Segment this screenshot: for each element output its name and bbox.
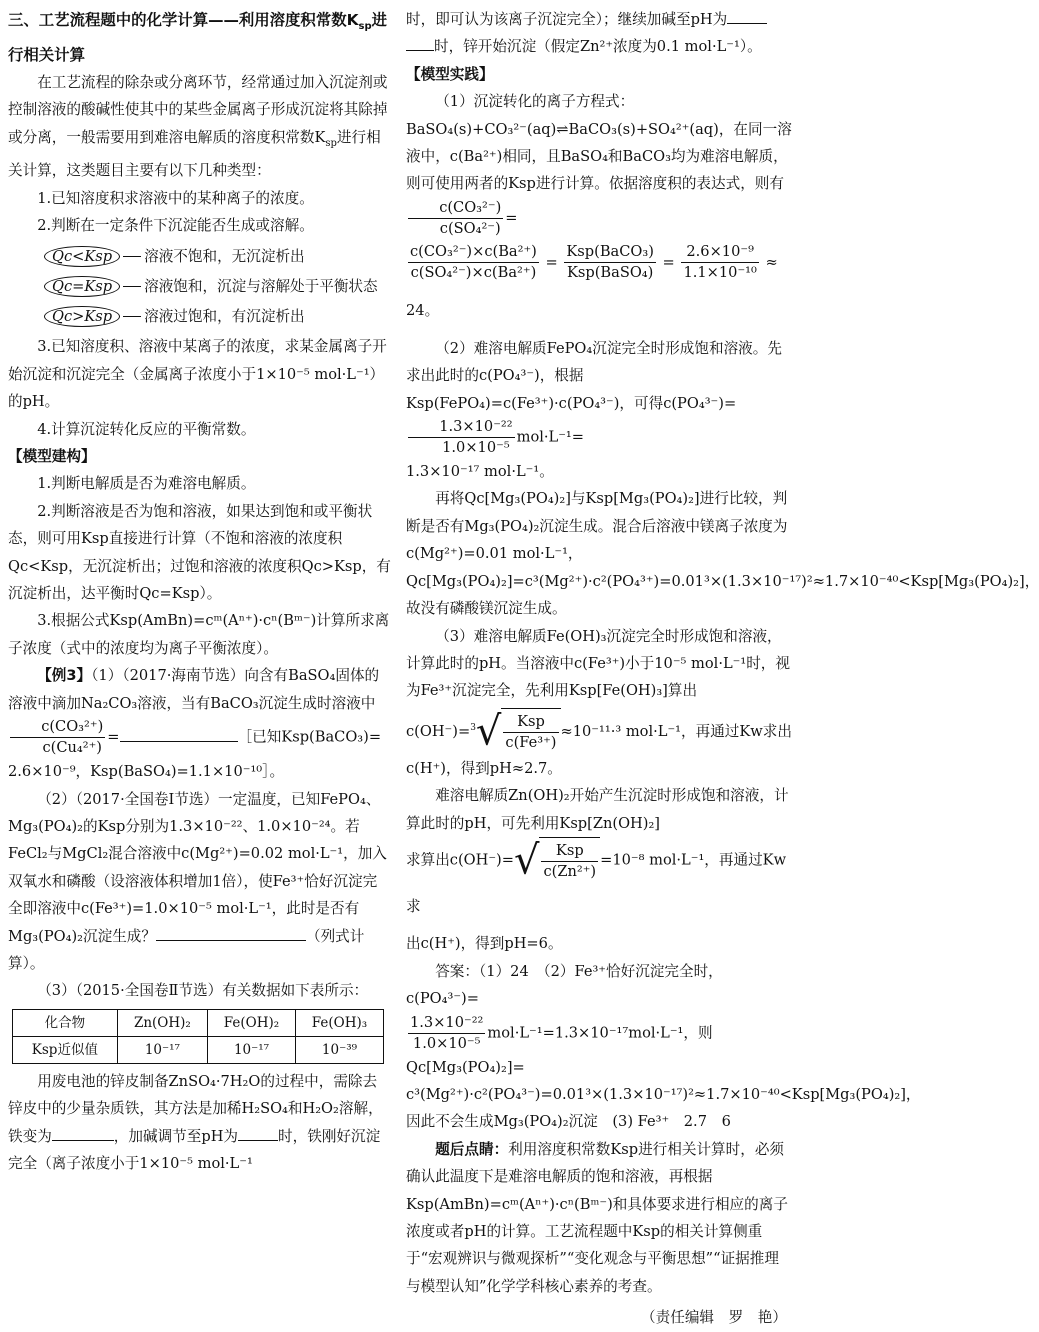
table-header-cell: Fe(OH)₂ (208, 1009, 296, 1036)
example-3-part-3: （3）（2015·全国卷Ⅱ节选）有关数据如下表所示： (37, 982, 369, 1000)
model-build-3: 3.根据公式Ksp(AmBn)=cᵐ(Aⁿ⁺)·cⁿ(Bᵐ⁻)计算所求离子浓度（式中的浓度均为离子平衡浓度）。 (8, 612, 390, 657)
connector-line (123, 256, 141, 257)
equation-fraction-b: $\frac{\text{Ksp(BaCO₃)}}{\text{Ksp(BaSO₄)}}$ (566, 243, 654, 282)
oval-desc-greater: 溶液过饱和，有沉淀析出 (144, 307, 305, 325)
equation-fraction-c: $\frac{\text{2.6×10⁻⁹}}{\text{1.1×10⁻¹⁰}}$ (683, 243, 757, 282)
table-cell: 10⁻¹⁷ (117, 1036, 207, 1063)
example-3-tag: 【例3】 (37, 667, 92, 685)
type-3: 3.已知溶度积、溶液中某离子的浓度，求某金属离子开始沉淀和沉淀完全（金属离子浓度小于1×10⁻⁵ mol·L⁻¹）的pH。 (8, 338, 387, 411)
table-header-cell: Fe(OH)₃ (296, 1009, 384, 1036)
example-3-part-4: 用废电池的锌皮制备ZnSO₄·7H₂O的过程中，需除去锌皮中的少量杂质铁，其方法是加稀H₂SO₄和H₂O₂溶解，铁变为 ，加碱调节至pH为 时，铁刚好沉淀完全（离子浓度小于1×10⁻⁵ mol·L⁻¹ (8, 1072, 383, 1172)
oval-desc-equal: 溶液饱和，沉淀与溶解处于平衡状态 (144, 277, 378, 295)
ksp-table (12, 1009, 384, 1064)
answer-blank-2 (156, 924, 306, 941)
practice-1: （1）沉淀转化的离子方程式：BaSO₄(s)+CO₃²⁻(aq)⇌BaCO₃(s)+SO₄²⁺(aq)，在同一溶液中，c(Ba²⁺)相同，且BaSO₄和BaCO₃均为难溶电解质，则可使用两者的Ksp进行计算。依据溶度积的表达式，则有 $\frac{\text{c(CO₃²⁻)}}{\text{c(SO₄²⁻)}}$ = (406, 93, 792, 237)
practice-1-equation: $\frac{\text{c(CO₃²⁻)×c(Ba²⁺)}}{\text{c(SO₄²⁻)×c(Ba²⁺)}}$ = $\frac{\text{Ksp(BaCO₃)}}{\text{Ksp(BaSO₄)}}$ = $\frac{\text{2.6×10⁻⁹}}{\text{1.1×10⁻¹⁰}}$ ≈ 24。 (406, 243, 778, 319)
example-3-part-2: （2）（2017·全国卷Ⅰ节选）一定温度，已知FePO₄、Mg₃(PO₄)₂的Ksp分别为1.3×10⁻²²、1.0×10⁻²⁴。若FeCl₂与MgCl₂混合溶液中c(Mg²⁺)=0.02 mol·L⁻¹，加入双氧水和磷酸（设溶液体积增加1倍），使Fe³⁺恰好沉淀完全即溶液中c(Fe³⁺)=1.0×10⁻⁵ mol·L⁻¹，此时是否有Mg₃(PO₄)₂沉淀生成？ （列式计算）。 (8, 790, 387, 972)
oval-qc-less: Qc<Ksp (44, 246, 120, 267)
cube-root: √ $\frac{\text{Ksp}}{\text{c(Fe³⁺)}}$ (476, 708, 561, 755)
connector-line (123, 316, 141, 317)
section-title: 三、工艺流程题中的化学计算——利用溶度积常数$K_{sp}$进行相关计算 (8, 11, 388, 65)
practice-3-zn-root: 求算出c(OH⁻)=√ $\frac{\text{Ksp}}{\text{c(Zn²⁺)}}$ =10⁻⁸ mol·L⁻¹，再通过Kw求 (406, 837, 787, 916)
answer-fraction: $\frac{\text{1.3×10⁻²²}}{\text{1.0×10⁻⁵}}$ (410, 1013, 484, 1052)
example-3-part-1: 【例3】（1）（2017·海南节选）向含有BaSO₄固体的溶液中滴加Na₂CO₃溶液，当有BaCO₃沉淀生成时溶液中 $\frac{\text{c(CO₃²⁺)}}{\text{c(Cu₄²⁺)}}$ = ［已知Ksp(BaCO₃)= (8, 667, 382, 757)
right-column (406, 6, 1039, 1332)
answer-label: 答案： (435, 962, 479, 980)
connector-line (123, 286, 141, 287)
table-row-label: Ksp近似值 (13, 1036, 118, 1063)
table-cell: 10⁻³⁹ (296, 1036, 384, 1063)
example-3-fraction: $\frac{\text{c(CO₃²⁺)}}{\text{c(Cu₄²⁺)}}$ (10, 717, 105, 758)
practice-2: （2）难溶电解质FePO₄沉淀完全时形成饱和溶液。先求出此时的c(PO₄³⁻)，根据Ksp(FePO₄)=c(Fe³⁺)·c(PO₄³⁻)，可得c(PO₄³⁻)= $\frac{\text{1.3×10⁻²²}}{\text{1.0×10⁻⁵}}$ mol·L⁻¹= (406, 339, 782, 457)
model-build-2: 2.判断溶液是否为饱和溶液，如果达到饱和或平衡状态，则可用Ksp直接进行计算（不饱和溶液的浓度积Qc<Ksp，无沉淀析出；过饱和溶液的浓度积Qc>Ksp，有沉淀析出，达平衡时Qc=Ksp）。 (8, 502, 391, 603)
answer-blank-1 (120, 725, 238, 742)
model-practice-title: 【模型实践】 (406, 65, 494, 83)
practice-3-ph: c(H⁺)，得到pH≈2.7。 (406, 760, 562, 778)
oval-row-greater (44, 301, 391, 331)
answer-blank-6 (406, 34, 434, 51)
table-header-cell: 化合物 (13, 1009, 118, 1036)
continuation-1: 时，即可认为该离子沉淀完全）；继续加碱至pH为 (406, 6, 793, 33)
oval-qc-greater: Qc>Ksp (44, 306, 120, 327)
answer-conclusion: c³(Mg²⁺)·c²(PO₄³⁻)=0.01³×(1.3×10⁻¹⁷)²≈1.7×10⁻⁴⁰<Ksp[Mg₃(PO₄)₂]，因此不会生成Mg₃(PO₄)₂沉淀 (3) Fe³⁺ 2.7 6 (406, 1085, 921, 1131)
type-4: 4.计算沉淀转化反应的平衡常数。 (37, 420, 256, 438)
example-3-given: 2.6×10⁻⁹，Ksp(BaSO₄)=1.1×10⁻¹⁰］。 (8, 763, 285, 781)
answer-blank-4 (238, 1124, 278, 1141)
tip-paragraph: 题后点睛：利用溶度积常数Ksp进行相关计算时，必须确认此温度下是难溶电解质的饱和溶液，再根据Ksp(AmBn)=cᵐ(Aⁿ⁺)·cⁿ(Bᵐ⁻)和具体要求进行相应的离子浓度或者pH的计算。工艺流程题中Ksp的相关计算侧重于“宏观辨识与微观探析”“变化观念与平衡思想”“证据推理与模型认知”化学学科核心素养的考查。 (406, 1140, 788, 1295)
oval-desc-less: 溶液不饱和，无沉淀析出 (144, 247, 305, 265)
practice-1-fraction: $\frac{\text{c(CO₃²⁻)}}{\text{c(SO₄²⁻)}}$ (408, 198, 503, 239)
tip-label: 题后点睛： (435, 1140, 509, 1158)
left-column (8, 6, 391, 1177)
type-2: 2.判断在一定条件下沉淀能否生成或溶解。 (37, 217, 314, 235)
oval-row-equal (44, 271, 391, 301)
editor-signature: （责任编辑 罗 艳） (641, 1309, 787, 1327)
oval-row-less (44, 241, 391, 271)
answer-block: 答案：（1）24 （2）Fe³⁺恰好沉淀完全时，c(PO₄³⁻)= (406, 962, 723, 1008)
practice-2-compare: 再将Qc[Mg₃(PO₄)₂]与Ksp[Mg₃(PO₄)₂]进行比较，判断是否有Mg₃(PO₄)₂沉淀生成。混合后溶液中镁离子浓度为c(Mg²⁺)=0.01 mol·L⁻¹，Qc[Mg₃(PO₄)₂]=c³(Mg²⁺)·c²(PO₄³⁺)=0.01³×(1.3×10⁻¹⁷)²≈1.7×10⁻⁴⁰<Ksp[Mg₃(PO₄)₂]，故没有磷酸镁沉淀生成。 (406, 490, 1039, 618)
square-root: √ $\frac{\text{Ksp}}{\text{c(Zn²⁺)}}$ (514, 837, 600, 884)
qc-ksp-diagram (44, 241, 391, 331)
intro-paragraph: 在工艺流程的除杂或分离环节，经常通过加入沉淀剂或控制溶液的酸碱性使其中的某些金属离子形成沉淀将其除掉或分离，一般需要用到难溶电解质的溶度积常数$K_{sp}$进行相关计算，这类题目主要有以下几种类型： (8, 74, 388, 180)
answer-blank-3 (52, 1124, 114, 1141)
equation-fraction-a: $\frac{\text{c(CO₃²⁻)×c(Ba²⁺)}}{\text{c(SO₄²⁻)×c(Ba²⁺)}}$ (410, 243, 537, 282)
table-header-row (13, 1009, 384, 1036)
practice-3-root: c(OH⁻)=$^3$√ $\frac{\text{Ksp}}{\text{c(Fe³⁺)}}$ ≈10⁻¹¹·³ mol·L⁻¹，再通过Kw求出 (406, 708, 792, 755)
table-header-cell: Zn(OH)₂ (117, 1009, 207, 1036)
answer-fraction-line: $\frac{\text{1.3×10⁻²²}}{\text{1.0×10⁻⁵}}$ mol·L⁻¹=1.3×10⁻¹⁷mol·L⁻¹，则Qc[Mg₃(PO₄)₂]= (406, 1013, 713, 1076)
practice-3-zn-end: 出c(H⁺)，得到pH=6。 (406, 935, 563, 953)
continuation-2: 时，锌开始沉淀（假定Zn²⁺浓度为0.1 mol·L⁻¹）。 (406, 33, 793, 60)
practice-3: （3）难溶电解质Fe(OH)₃沉淀完全时形成饱和溶液，计算此时的pH。当溶液中c(Fe³⁺)小于10⁻⁵ mol·L⁻¹时，视为Fe³⁺沉淀完全，先利用Ksp[Fe(OH)₃]算出 (406, 627, 790, 700)
table-cell: 10⁻¹⁷ (208, 1036, 296, 1063)
table-row (13, 1036, 384, 1063)
answer-blank-5 (727, 7, 767, 24)
model-build-1: 1.判断电解质是否为难溶电解质。 (37, 475, 256, 493)
practice-2-result: 1.3×10⁻¹⁷ mol·L⁻¹。 (406, 463, 554, 481)
practice-2-fraction: $\frac{\text{1.3×10⁻²²}}{\text{1.0×10⁻⁵}}$ (408, 417, 515, 458)
practice-3-zn: 难溶电解质Zn(OH)₂开始产生沉淀时形成饱和溶液，计算此时的pH，可先利用Ksp[Zn(OH)₂] (406, 787, 789, 832)
oval-qc-equal: Qc=Ksp (44, 276, 120, 297)
model-build-title: 【模型建构】 (8, 448, 96, 466)
type-1: 1.已知溶度积求溶液中的某种离子的浓度。 (37, 189, 314, 207)
